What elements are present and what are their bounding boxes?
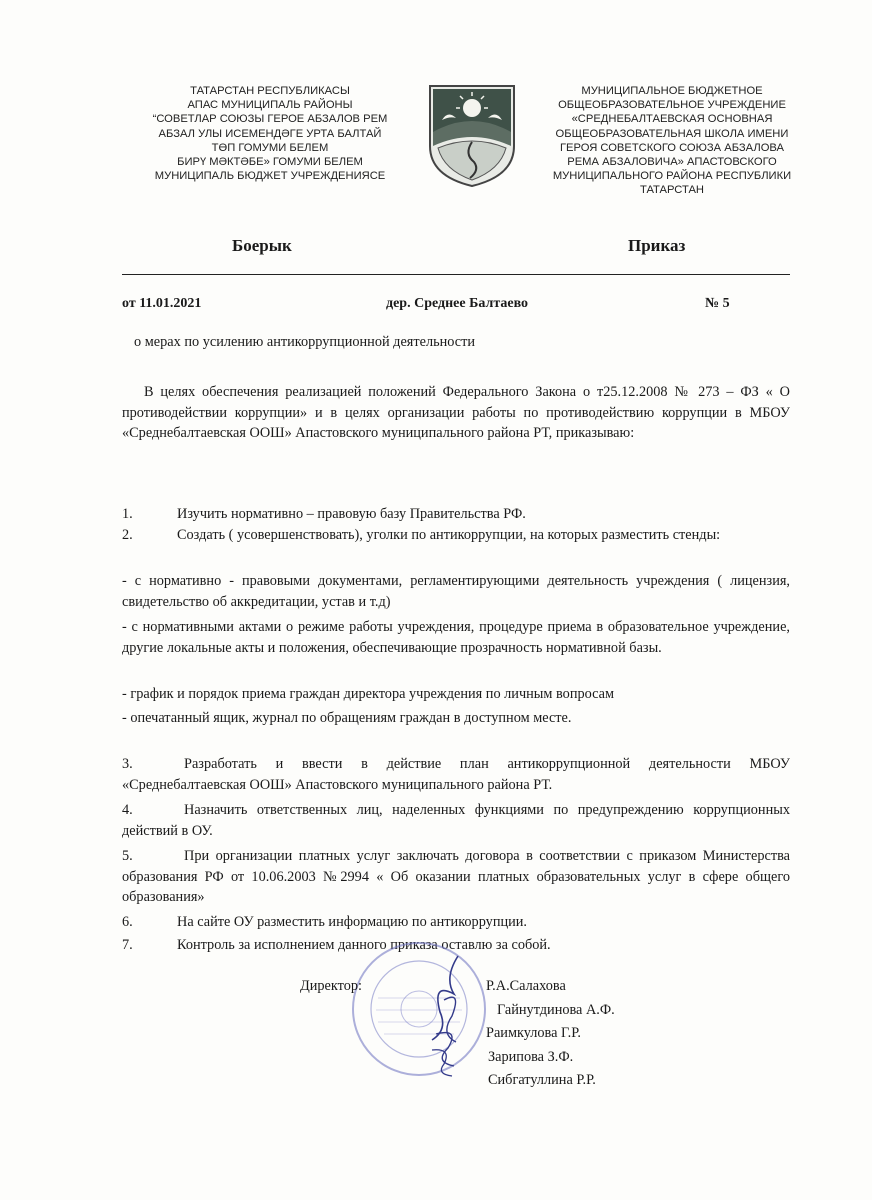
header-tatar (120, 84, 420, 183)
item-text: На сайте ОУ разместить информацию по антикоррупции. (177, 914, 527, 930)
item-number: 7. (122, 937, 133, 953)
item-number: 2. (122, 527, 133, 543)
header-russian (522, 84, 822, 198)
item-5 (122, 846, 790, 908)
item-number: 5. (122, 848, 133, 864)
item-text: Создать ( усовершенствовать), уголки по антикоррупции, на которых разместить стенды: (177, 527, 721, 543)
item-text: Разработать и ввести в действие план антикоррупционной деятельности МБОУ «Среднебалтаевская ООШ» Апастовского муниципального района РТ. (122, 756, 790, 793)
official-stamp-with-signatures (348, 938, 490, 1080)
item-number: 6. (122, 914, 133, 930)
header-tatar-line: АПАС МУНИЦИПАЛЬ РАЙОНЫ (187, 99, 353, 112)
item-2 (122, 525, 790, 546)
header-tatar-line: БИРҮ МӘКТӘБЕ» ГОМУМИ БЕЛЕМ (177, 156, 363, 169)
item-4 (122, 800, 790, 841)
header-tatar-line: ТАТАРСТАН РЕСПУБЛИКАСЫ (190, 85, 350, 97)
header-russian-line: ГЕРОЯ СОВЕТСКОГО СОЮЗА АБЗАЛОВА (560, 141, 784, 154)
header-tatar-line: ТӨП ГОМУМИ БЕЛЕМ (211, 141, 329, 154)
bullet-4: - опечатанный ящик, журнал по обращениям граждан в доступном месте. (122, 710, 572, 726)
item-number: 1. (122, 506, 133, 522)
bullet-1: - с нормативно - правовыми документами, регламентирующими деятельность учреждения ( лицензия, свидетельство об аккредитации, устав и т.д) (122, 573, 790, 610)
header-russian-line: ОБЩЕОБРАЗОВАТЕЛЬНАЯ ШКОЛА ИМЕНИ (555, 127, 789, 140)
item-1 (122, 504, 790, 525)
order-number: № 5 (705, 296, 730, 311)
header-russian-line: ОБЩЕОБРАЗОВАТЕЛЬНОЕ УЧРЕЖДЕНИЕ (558, 99, 786, 112)
director-label: Директор: (300, 978, 362, 994)
title-russian: Приказ (628, 236, 686, 255)
header-russian-line: РЕМА АБЗАЛОВИЧА» АПАСТОВСКОГО (567, 156, 777, 169)
header-russian-line: «СРЕДНЕБАЛТАЕВСКАЯ ОСНОВНАЯ (571, 113, 773, 126)
item-text: Контроль за исполнением данного приказа оставлю за собой. (177, 937, 551, 953)
header-tatar-line: “СОВЕТЛАР СОЮЗЫ ГЕРОЕ АБЗАЛОВ РЕМ (152, 113, 388, 126)
header-russian-line: МУНИЦИПАЛЬНОЕ БЮДЖЕТНОЕ (581, 85, 763, 97)
staff-signature-name: Зарипова З.Ф. (488, 1049, 574, 1065)
item-3 (122, 754, 790, 795)
order-place: дер. Среднее Балтаево (386, 296, 529, 311)
staff-signature-name: Раимкулова Г.Р. (486, 1025, 581, 1041)
item-number: 3. (122, 756, 133, 772)
header-russian-line: ТАТАРСТАН (639, 184, 705, 197)
order-date: от 11.01.2021 (122, 296, 202, 311)
item-text: Изучить нормативно – правовую базу Правительства РФ. (177, 506, 526, 522)
preamble: В целях обеспечения реализацией положений Федерального Закона о т25.12.2008 № 273 – ФЗ « О противодействии коррупции» и в целях организации работы по противодействию коррупции в МБОУ «Среднебалтаевская ООШ» Апастовского муниципального района РТ, приказываю: (122, 384, 790, 442)
staff-signature-name: Сибгатуллина Р.Р. (488, 1072, 596, 1088)
bullet-2: - с нормативными актами о режиме работы учреждения, процедуре приема в образовательное учреждение, другие локальные акты и положения, обеспечивающие прозрачность нормативной базы. (122, 619, 790, 656)
order-subject: о мерах по усилению антикоррупционной деятельности (134, 334, 476, 350)
header-divider (122, 274, 790, 275)
header-tatar-line: АБЗАЛ УЛЫ ИСЕМЕНДӘГЕ УРТА БАЛТАЙ (158, 127, 382, 140)
item-text: При организации платных услуг заключать договора в соответствии с приказом Министерства образования РФ от 10.06.2003 №2994 « Об оказании платных образовательных услуг в сфере общего образования» (122, 848, 790, 906)
coat-of-arms-emblem (428, 84, 516, 188)
director-name: Р.А.Салахова (486, 978, 566, 994)
staff-signature-name: Гайнутдинова А.Ф. (497, 1002, 615, 1018)
item-text: Назначить ответственных лиц, наделенных функциями по предупреждению коррупционных действий в ОУ. (122, 802, 790, 839)
header-russian-line: МУНИЦИПАЛЬНОГО РАЙОНА РЕСПУБЛИКИ (552, 170, 792, 183)
item-number: 4. (122, 802, 133, 818)
item-6 (122, 912, 790, 933)
header-tatar-line: МУНИЦИПАЛЬ БЮДЖЕТ УЧРЕЖДЕНИЯСЕ (154, 170, 386, 183)
title-tatar: Боерык (232, 236, 292, 255)
bullet-3: - график и порядок приема граждан директора учреждения по личным вопросам (122, 686, 615, 702)
